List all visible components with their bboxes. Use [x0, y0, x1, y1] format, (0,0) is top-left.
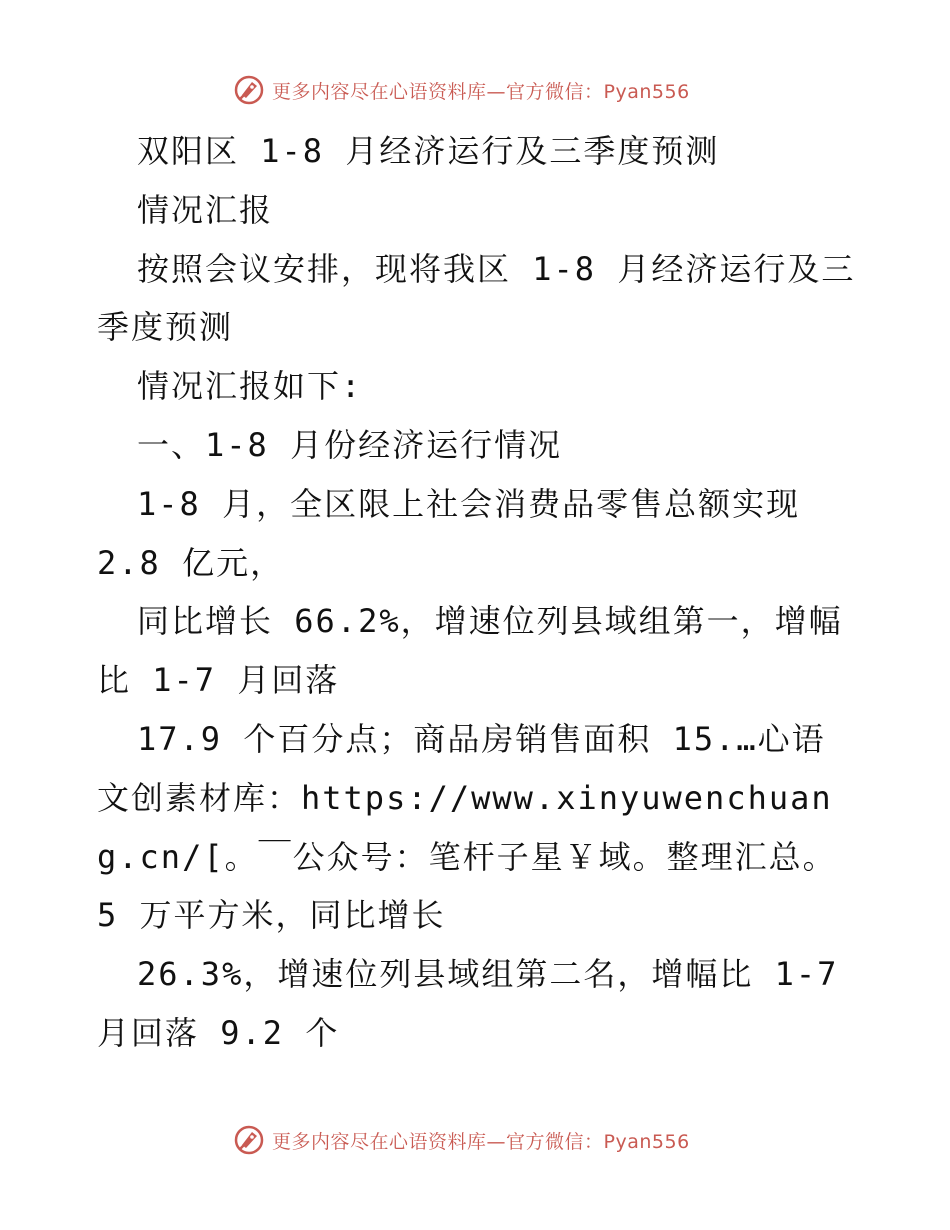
document-body — [97, 122, 857, 1063]
banner-text: 更多内容尽在心语资料库—官方微信：Pyan556 — [272, 80, 690, 103]
footer-watermark-banner — [232, 1120, 690, 1160]
pen-nib-logo-icon — [232, 73, 266, 107]
paragraph-intro-end: 情况汇报如下: — [137, 367, 363, 406]
paragraph-title: 双阳区 1-8 月经济运行及三季度预测 — [137, 132, 720, 170]
pen-nib-logo-icon — [232, 1123, 266, 1157]
paragraph-housing: 17.9 个百分点；商品房销售面积 15.…心语文创素材库：https://www.xinyuwenchuang.cn/[。￣公众号：笔杆子星￥域。整理汇总。5 万平方米，同比增长 — [97, 719, 837, 935]
section-heading: 一、1-8 月份经济运行情况 — [137, 425, 563, 464]
header-watermark-banner — [232, 70, 690, 110]
paragraph-housing-growth: 26.3%，增速位列县域组第二名，增幅比 1-7 月回落 9.2 个 — [97, 955, 839, 1052]
paragraph-intro: 按照会议安排，现将我区 1-8 月经济运行及三季度预测 — [97, 249, 856, 347]
paragraph-growth: 同比增长 66.2%，增速位列县域组第一，增幅比 1-7 月回落 — [97, 602, 843, 700]
paragraph-subtitle: 情况汇报 — [137, 190, 274, 229]
paragraph-retail: 1-8 月，全区限上社会消费品零售总额实现 2.8 亿元， — [97, 484, 801, 582]
banner-text: 更多内容尽在心语资料库—官方微信：Pyan556 — [272, 1130, 690, 1153]
